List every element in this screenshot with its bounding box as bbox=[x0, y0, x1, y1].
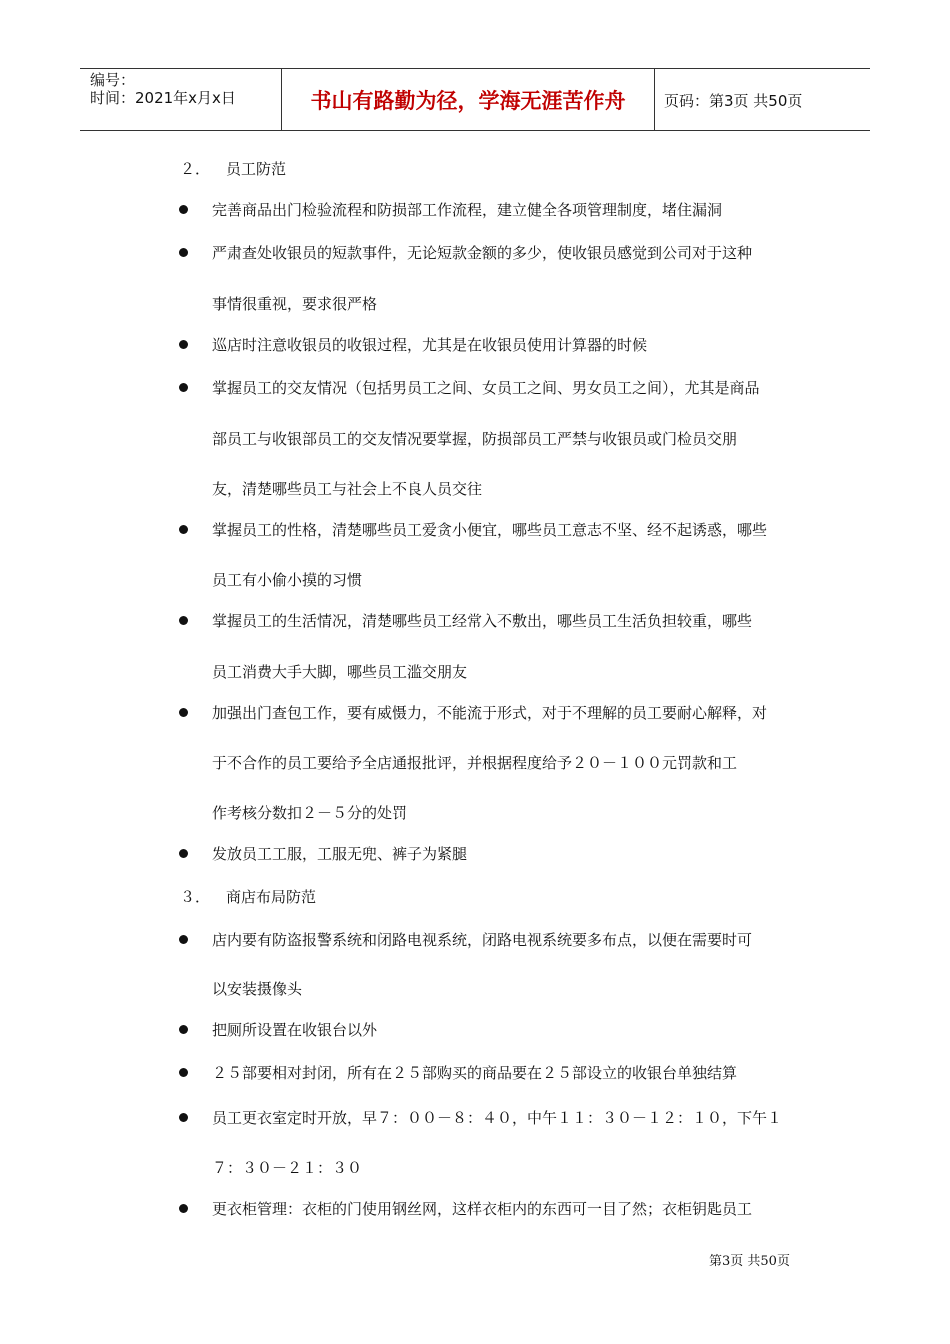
header-motto: 书山有路勤为径，学海无涯苦作舟 bbox=[310, 89, 626, 113]
list-item: 掌握员工的生活情况，清楚哪些员工经常入不敷出，哪些员工生活负担较重，哪些 bbox=[212, 612, 753, 630]
header-meta bbox=[90, 71, 280, 107]
header-page-info: 页码：第3页 共50页 bbox=[664, 92, 803, 110]
list-item: 完善商品出门检验流程和防损部工作流程，建立健全各项管理制度，堵住漏洞 bbox=[212, 201, 723, 219]
bullet-icon bbox=[179, 248, 188, 257]
list-item: 巡店时注意收银员的收银过程，尤其是在收银员使用计算器的时候 bbox=[212, 336, 648, 354]
list-item-continuation: 员工消费大手大脚，哪些员工滥交朋友 bbox=[212, 663, 468, 681]
list-item: 严肃查处收银员的短款事件，无论短款金额的多少，使收银员感觉到公司对于这种 bbox=[212, 244, 753, 262]
list-item: ２５部要相对封闭，所有在２５部购买的商品要在２５部设立的收银台单独结算 bbox=[212, 1064, 738, 1082]
list-item: 店内要有防盗报警系统和闭路电视系统，闭路电视系统要多布点，以便在需要时可 bbox=[212, 931, 753, 949]
bullet-icon bbox=[179, 340, 188, 349]
bullet-icon bbox=[179, 1204, 188, 1213]
list-item-continuation: 作考核分数扣２－５分的处罚 bbox=[212, 804, 408, 822]
list-item: 员工更衣室定时开放，早７：００－８：４０，中午１１：３０－１２：１０，下午１ bbox=[212, 1109, 783, 1127]
page-header bbox=[80, 68, 870, 131]
bullet-icon bbox=[179, 383, 188, 392]
list-item-continuation: 事情很重视，要求很严格 bbox=[212, 295, 378, 313]
bullet-icon bbox=[179, 1025, 188, 1034]
doc-number-label: 编号： bbox=[90, 71, 136, 89]
bullet-icon bbox=[179, 1113, 188, 1122]
bullet-icon bbox=[179, 708, 188, 717]
bullet-icon bbox=[179, 205, 188, 214]
bullet-icon bbox=[179, 935, 188, 944]
list-item-continuation: 以安装摄像头 bbox=[212, 980, 303, 998]
bullet-icon bbox=[179, 525, 188, 534]
list-item-continuation: 部员工与收银部员工的交友情况要掌握，防损部员工严禁与收银员或门检员交朋 bbox=[212, 430, 738, 448]
list-item-continuation: ７：３０－２１：３０ bbox=[212, 1159, 363, 1177]
doc-time-label: 时间：2021年x月x日 bbox=[90, 89, 236, 107]
list-item-continuation: 友，清楚哪些员工与社会上不良人员交往 bbox=[212, 480, 483, 498]
list-item: 发放员工工服，工服无兜、裤子为紧腿 bbox=[212, 845, 468, 863]
section-title: 员工防范 bbox=[226, 160, 287, 178]
section-title: 商店布局防范 bbox=[226, 888, 317, 906]
list-item: 掌握员工的交友情况（包括男员工之间、女员工之间、男女员工之间），尤其是商品 bbox=[212, 379, 760, 397]
page-footer: 第3页 共50页 bbox=[709, 1254, 790, 1269]
list-item: 更衣柜管理：衣柜的门使用钢丝网，这样衣柜内的东西可一目了然；衣柜钥匙员工 bbox=[212, 1200, 753, 1218]
bullet-icon bbox=[179, 849, 188, 858]
list-item-continuation: 员工有小偷小摸的习惯 bbox=[212, 571, 363, 589]
list-item: 掌握员工的性格，清楚哪些员工爱贪小便宜，哪些员工意志不坚、经不起诱惑，哪些 bbox=[212, 521, 768, 539]
section-heading-3 bbox=[180, 886, 316, 907]
bullet-icon bbox=[179, 1068, 188, 1077]
section-number: ３． bbox=[180, 888, 211, 906]
section-number: ２． bbox=[180, 160, 211, 178]
header-divider bbox=[654, 69, 655, 130]
section-heading-2 bbox=[180, 158, 286, 179]
list-item-continuation: 于不合作的员工要给予全店通报批评，并根据程度给予２０－１００元罚款和工 bbox=[212, 754, 738, 772]
bullet-icon bbox=[179, 616, 188, 625]
list-item: 加强出门查包工作，要有威慑力，不能流于形式，对于不理解的员工要耐心解释，对 bbox=[212, 704, 768, 722]
list-item: 把厕所设置在收银台以外 bbox=[212, 1021, 378, 1039]
